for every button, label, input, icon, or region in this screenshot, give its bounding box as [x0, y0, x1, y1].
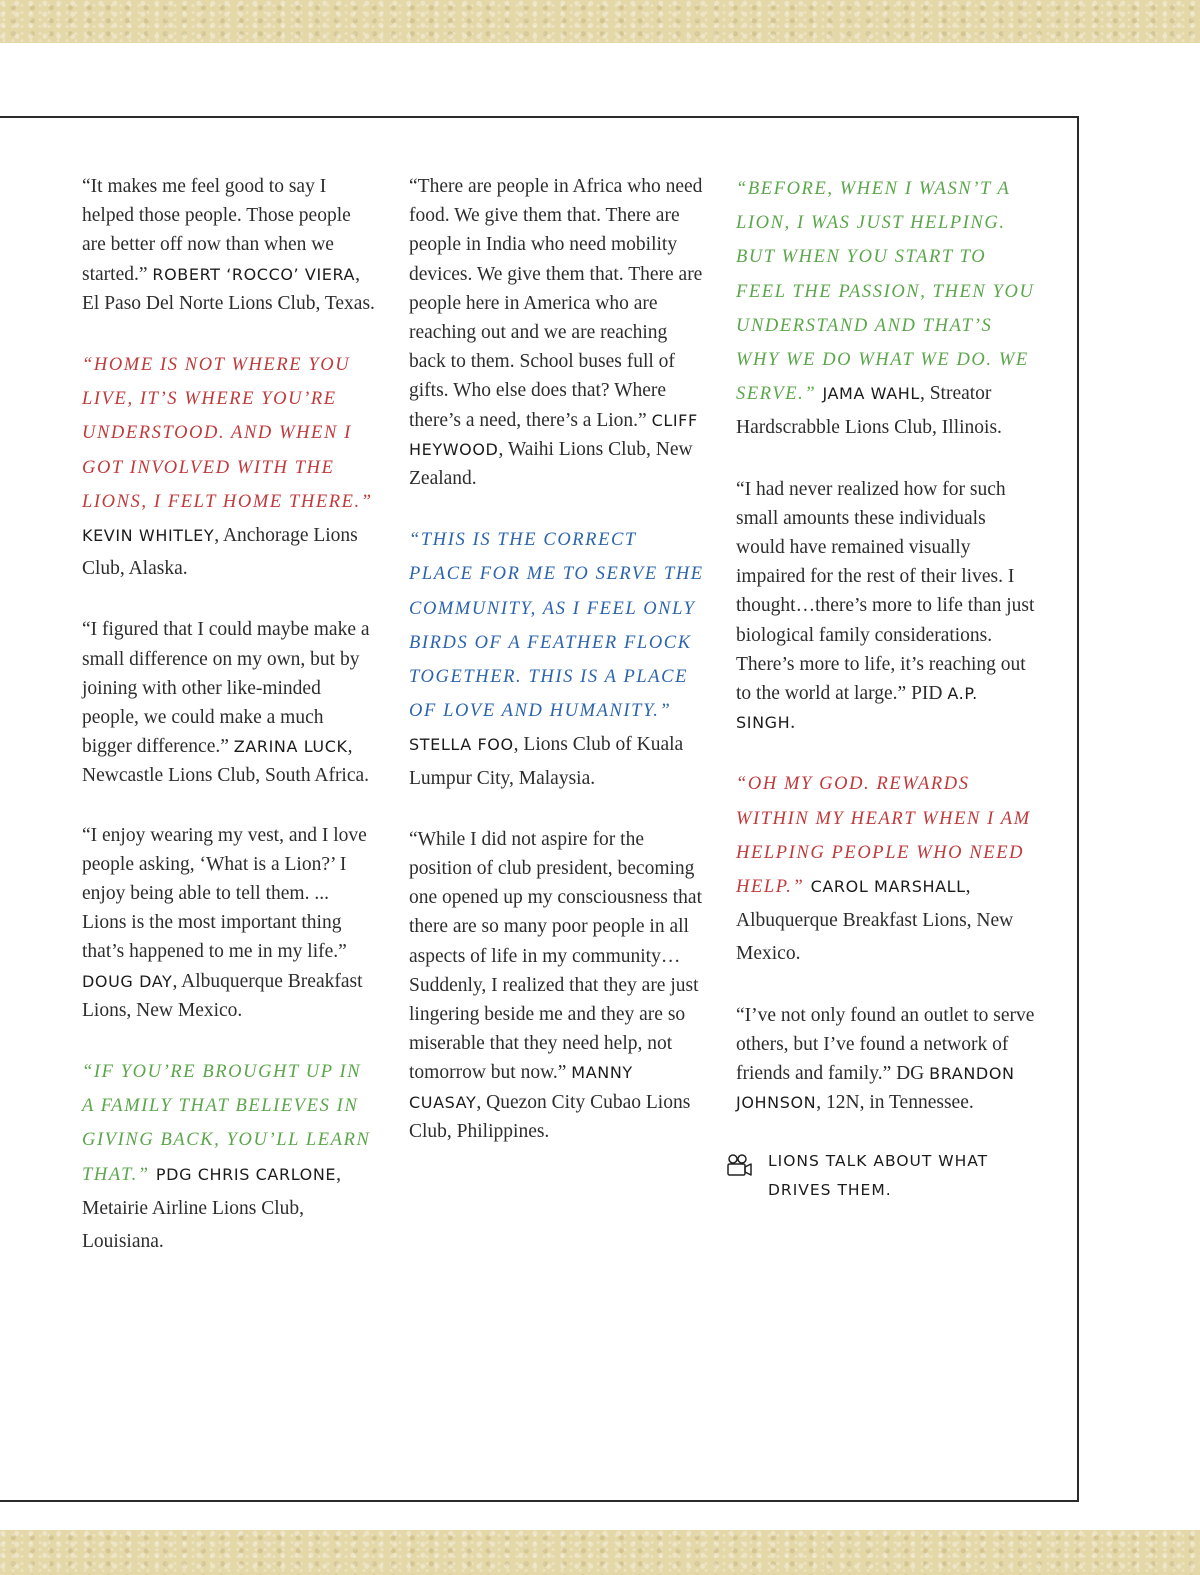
speaker-name: BRANDON JOHNSON: [736, 1064, 1015, 1113]
highlight-quote: “IF YOU’RE BROUGHT UP IN A FAMILY THAT BELIEVES IN GIVING BACK, YOU’LL LEARN THAT.” PDG CHRIS CARLONE, Metairie Airline Lions Club, Louisiana.: [82, 1062, 371, 1253]
highlight-quote: “THIS IS THE CORRECT PLACE FOR ME TO SERVE THE COMMUNITY, AS I FEEL ONLY BIRDS OF A FEATHER FLOCK TOGETHER. THIS IS A PLACE OF LOVE AND HUMANITY.” STELLA FOO, Lions Club of Kuala Lumpur City, Malaysia.: [409, 530, 704, 789]
speaker-name: PDG CHRIS CARLONE: [155, 1164, 337, 1184]
quote: “There are people in Africa who need food. We give them that. There are people in India who need mobility devices. We give them that. There are people here in America who are reaching out and we are reaching back to them. School buses full of gifts. Who else does that? Where there’s a need, there’s a Lion.” CLIFF HEYWOOD, Waihi Lions Club, New Zealand.: [409, 176, 703, 490]
quote-column-3: [736, 172, 1036, 1205]
quote-column-1: [82, 172, 377, 1288]
highlight-quote: “BEFORE, WHEN I WASN’T A LION, I WAS JUST HELPING. BUT WHEN YOU START TO FEEL THE PASSION, THEN YOU UNDERSTAND AND THAT’S WHY WE DO WHAT WE DO. WE SERVE.” JAMA WAHL, Streator Hardscrabble Lions Club, Illinois.: [736, 179, 1035, 439]
quote: “I enjoy wearing my vest, and I love people asking, ‘What is a Lion?’ I enjoy being able to tell them. ... Lions is the most important thing that’s happened to me in my life.” DOUG DAY, Albuquerque Breakfast Lions, New Mexico.: [82, 824, 367, 1021]
speaker-name: A.P. SINGH: [736, 684, 978, 733]
speaker-name: MANNY CUASAY: [409, 1063, 633, 1112]
highlight-quote: “OH MY GOD. REWARDS WITHIN MY HEART WHEN I AM HELPING PEOPLE WHO NEED HELP.” CAROL MARSHALL, Albuquerque Breakfast Lions, New Mexico.: [736, 774, 1031, 965]
quote: “It makes me feel good to say I helped those people. Those people are better off now than when we started.” ROBERT ‘ROCCO’ VIERA, El Paso Del Norte Lions Club, Texas.: [82, 176, 375, 314]
video-camera-icon: [724, 1151, 754, 1181]
speaker-name: STELLA FOO: [409, 735, 514, 755]
paper-band-bottom: [0, 1530, 1200, 1575]
quote: “I’ve not only found an outlet to serve others, but I’ve found a network of friends and family.” DG BRANDON JOHNSON, 12N, in Tennessee.: [736, 1004, 1035, 1114]
highlight-quote: “HOME IS NOT WHERE YOU LIVE, IT’S WHERE YOU’RE UNDERSTOOD. AND WHEN I GOT INVOLVED WITH THE LIONS, I FELT HOME THERE.” KEVIN WHITLEY, Anchorage Lions Club, Alaska.: [82, 355, 373, 580]
speaker-name: CAROL MARSHALL: [810, 877, 966, 897]
speaker-name: ROBERT ‘ROCCO’ VIERA: [152, 264, 356, 284]
speaker-name: KEVIN WHITLEY: [82, 526, 215, 546]
video-note-text: LIONS TALK ABOUT WHAT DRIVES THEM.: [768, 1152, 989, 1200]
quote: “I figured that I could maybe make a small difference on my own, but by joining with other like-minded people, we could make a much bigger difference.” ZARINA LUCK, Newcastle Lions Club, South Africa.: [82, 619, 370, 787]
quote-column-2: [409, 172, 704, 1176]
quote: “While I did not aspire for the position of club president, becoming one opened up my consciousness that there are so many poor people in all aspects of life in my community…Suddenly, I realized that they are just lingering beside me and they are so miserable that they need help, not tomorrow but now.” MANNY CUASAY, Quezon City Cubao Lions Club, Philippines.: [409, 828, 702, 1142]
speaker-name: CLIFF HEYWOOD: [409, 410, 698, 459]
speaker-name: DOUG DAY: [82, 971, 173, 991]
speaker-name: JAMA WAHL: [822, 384, 920, 404]
video-note[interactable]: [736, 1147, 1036, 1205]
speaker-name: ZARINA LUCK: [233, 737, 348, 757]
quote: “I had never realized how for such small amounts these individuals would have remained visually impaired for the rest of their lives. I thought…there’s more to life than just biological family considerations. There’s more to life, it’s reaching out to the world at large.” PID A.P. SINGH.: [736, 478, 1035, 734]
paper-band-top: [0, 0, 1200, 43]
